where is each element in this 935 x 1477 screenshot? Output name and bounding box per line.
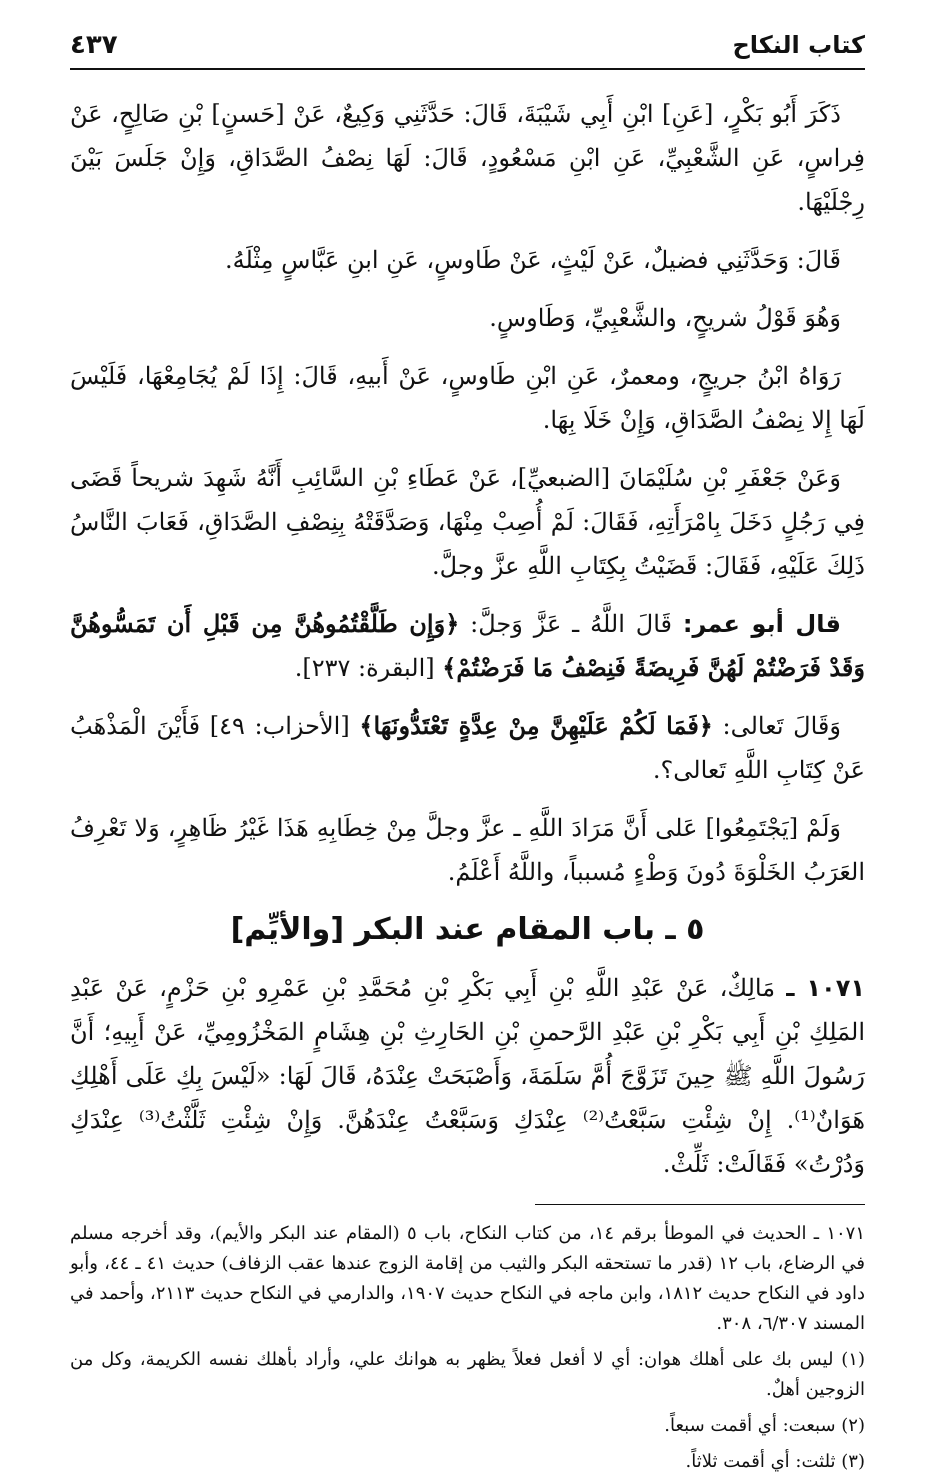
paragraph: رَوَاهُ ابْنُ جريجٍ، ومعمرٌ، عَنِ ابْنِ طَاوسٍ، عَنْ أَبيهِ، قَالَ: إِذَا لَمْ يُجَامِعْهَا، فَلَيْسَ لَهَا إِلا نِصْفُ الصَّدَاقِ، وَإِنْ خَلَا بِهَا.	[70, 362, 865, 434]
footnote: (١) ليس بك على أهلك هوان: أي لا أفعل فعلاً يظهر به هوانك علي، وأراد بأهلك نفسه الكريمة، وكل من الزوجين أهلٌ.	[70, 1349, 865, 1400]
paragraph: وَعَنْ جَعْفَرِ بْنِ سُلَيْمَانَ [الضبعيِّ]، عَنْ عَطَاءِ بْنِ السَّائِبِ أَنَّهُ شَهِدَ شريحاً قَضَى فِي رَجُلٍ دَخَلَ بِامْرَأَتِهِ، فَقَالَ: لَمْ أُصِبْ مِنْهَا، وَصَدَّقَتْهُ بِنِصْفِ الصَّدَاقِ، فَعَابَ النَّاسُ ذَلِكَ عَلَيْهِ، فَقَالَ: قَضَيْتُ بِكِتَابِ اللَّهِ عزَّ وجلَّ.	[70, 464, 865, 580]
paragraph-text: [الأحزاب: ٤٩] فَأَيْنَ الْمَذْهَبُ عَنْ كِتَابِ اللَّهِ تَعالى؟.	[70, 712, 865, 784]
chapter-heading: ٥ ـ باب المقام عند البكر [والأيِّم]	[230, 912, 705, 947]
main-text	[70, 92, 865, 1186]
footnote: ١٠٧١ ـ الحديث في الموطأ برقم ١٤، من كتاب النكاح، باب ٥ (المقام عند البكر والأيم)، وقد أخرجه مسلم في الرضاع، باب ١٢ (قدر ما تستحقه البكر والثيب من إقامة الزوج عندها عقب الزفاف) حديث ٤١ ـ ٤٤، وأبو داود في النكاح حديث ١٨١٢، وابن ماجه في النكاح حديث ١٩٠٧، والدارمي في النكاح حديث ٢١١٣، وأحمد في المسند ٦/٣٠٧، ٣٠٨.	[70, 1223, 866, 1334]
chapter-title: كتاب النكاح	[732, 31, 865, 59]
paragraph-text: وَقَالَ تَعالى:	[722, 712, 841, 740]
verse-reference: [البقرة: ٢٣٧].	[294, 654, 435, 682]
paragraph: وَلَمْ [يَجْتَمِعُوا] عَلى أَنَّ مَرَادَ اللَّهِ ـ عزَّ وجلَّ مِنْ خِطَابِهِ هَذَا غَيْرُ ظَاهِرٍ، وَلا تَعْرِفُ العَرَبُ الخَلْوَةَ دُونَ وَطْءٍ مُسبباً، واللَّهُ أَعْلَمُ.	[70, 814, 865, 886]
footnote: (٣) ثلثت: أي أقمت ثلاثاً.	[685, 1451, 865, 1472]
quran-verse: ﴿فَمَا لَكُمْ عَلَيْهِنَّ مِنْ عِدَّةٍ تَعْتَدُّونَهَا﴾	[359, 711, 713, 740]
running-header	[70, 28, 865, 70]
footnote-divider	[535, 1204, 865, 1205]
footnotes	[70, 1219, 865, 1477]
paragraph-text: قَالَ اللَّهُ ـ عَزَّ وَجلَّ:	[470, 610, 673, 638]
paragraph: وَهُوَ قَوْلُ شريحٍ، والشَّعْبِيِّ، وَطَاوسٍ.	[489, 304, 841, 332]
paragraph	[70, 704, 865, 792]
page-number: ٤٣٧	[70, 30, 118, 60]
footnote: (٢) سبعت: أي أقمت سبعاً.	[664, 1415, 865, 1436]
paragraph: قَالَ: وَحَدَّثَنِي فضيلٌ، عَنْ لَيْثٍ، عَنْ طَاوسٍ، عَنِ ابنِ عَبَّاسٍ مِثْلَهُ.	[224, 246, 841, 274]
hadith-number: ١٠٧١ ـ	[786, 974, 865, 1002]
quran-verse: ﴿وَإِن طَلَّقْتُمُوهُنَّ مِن قَبْلِ أَن تَمَسُّوهُنَّ وَقَدْ فَرَضْتُمْ لَهُنَّ فَرِيضَةً فَنِصْفُ مَا فَرَضْتُمْ﴾	[70, 609, 865, 682]
hadith-text: مَالِكٌ، عَنْ عَبْدِ اللَّهِ بْنِ أَبِي بَكْرِ بْنِ مُحَمَّدِ بْنِ عَمْرِو بْنِ حَزْمٍ، عَنْ عَبْدِ المَلِكِ بْنِ أَبِي بَكْرِ بْنِ عَبْدِ الرَّحمنِ بْنِ الحَارِثِ بْنِ هِشَامٍ المَخْزُومِيِّ، عَنْ أَبِيهِ؛ أَنَّ رَسُولَ اللَّهِ ﷺ حِينَ تَزَوَّجَ أُمَّ سَلَمَةَ، وَأَصْبَحَتْ عِنْدَهُ، قَالَ لَهَا: «لَيْسَ بِكِ عَلَى أَهْلِكِ هَوَانٌ⁽¹⁾. إِنْ شِئْتِ سَبَّعْتُ⁽²⁾ عِنْدَكِ وَسَبَّعْتُ عِنْدَهُنَّ. وَإِنْ شِئْتِ ثَلَّثْتُ⁽³⁾ عِنْدَكِ وَدُرْتُ» فَقَالَتْ: ثَلِّثْ.	[70, 974, 865, 1178]
paragraph: ذَكَرَ أَبُو بَكْرٍ، [عَنِ] ابْنِ أَبِي شَيْبَةَ، قَالَ: حَدَّثَنِي وَكِيعٌ، عَنْ [حَسنٍ] بْنِ صَالِحٍ، عَنْ فِراسٍ، عَنِ الشَّعْبِيِّ، عَنِ ابْنِ مَسْعُودٍ، قَالَ: لَهَا نِصْفُ الصَّدَاقِ، وَإِنْ جَلَسَ بَيْنَ رِجْلَيْهَا.	[70, 100, 865, 216]
author-lead: قال أبو عمر:	[682, 610, 841, 638]
hadith-paragraph	[70, 966, 865, 1186]
paragraph	[70, 602, 865, 690]
